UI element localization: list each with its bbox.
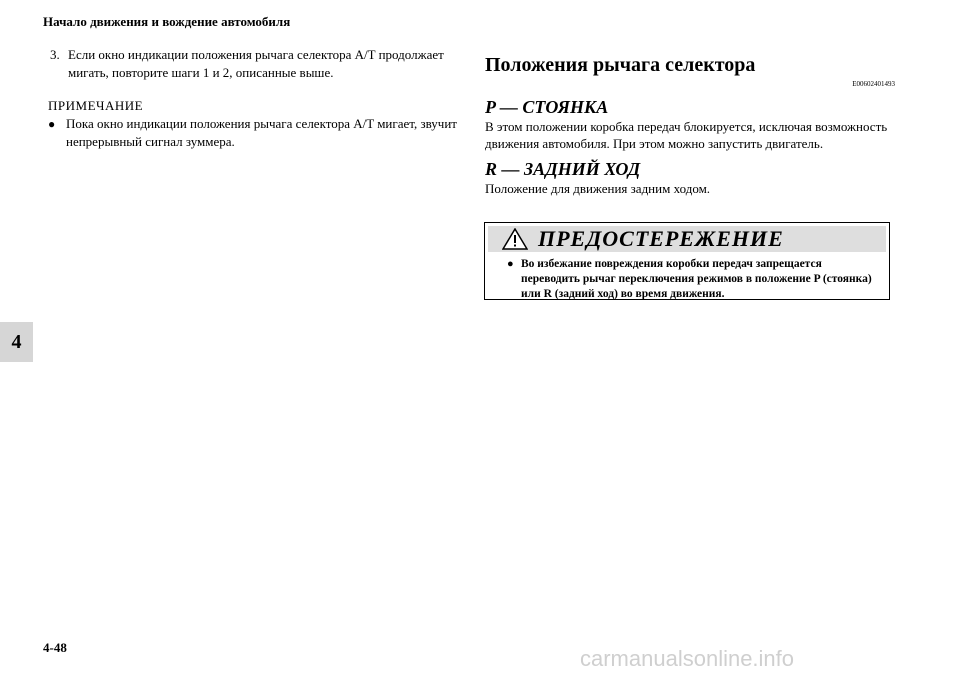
watermark: carmanualsonline.info [580, 646, 795, 671]
chapter-tab: 4 [0, 322, 33, 362]
page-number: 4-48 [43, 640, 67, 655]
position-p-title: P — СТОЯНКА [485, 97, 609, 117]
note-bullet [48, 115, 458, 151]
warning-text: Во избежание повреждения коробки передач запрещается переводить рычаг переключения режимов в положение P (стоянка) или R (задний ход) во время движения. [521, 258, 872, 300]
step-3 [48, 46, 458, 82]
step-text: Если окно индикации положения рычага селектора A/T продолжает мигать, повторите шаги 1 и 2, описанные выше. [68, 47, 444, 80]
warning-triangle-icon [502, 228, 528, 250]
warning-box [484, 222, 890, 300]
section-code: E00602401493 [852, 80, 895, 88]
position-r-title: R — ЗАДНИЙ ХОД [485, 159, 641, 179]
running-header: Начало движения и вождение автомобиля [43, 14, 291, 29]
section-title: Положения рычага селектора [485, 54, 756, 76]
left-column [48, 46, 458, 151]
bullet-icon: ● [507, 258, 514, 270]
warning-bullet [485, 252, 889, 302]
bullet-icon: ● [48, 117, 56, 131]
warning-header [488, 226, 886, 252]
warning-title: ПРЕДОСТЕРЕЖЕНИЕ [538, 226, 784, 251]
step-number: 3. [50, 47, 60, 62]
note-label: ПРИМЕЧАНИЕ [48, 98, 144, 113]
position-r-text: Положение для движения задним ходом. [485, 181, 711, 196]
right-column [485, 52, 895, 197]
position-p-text: В этом положении коробка передач блокируется, исключая возможность движения автомобиля. При этом можно запустить двигатель. [485, 119, 888, 151]
note-text: Пока окно индикации положения рычага селектора A/T мигает, звучит непрерывный сигнал зуммера. [66, 116, 457, 149]
